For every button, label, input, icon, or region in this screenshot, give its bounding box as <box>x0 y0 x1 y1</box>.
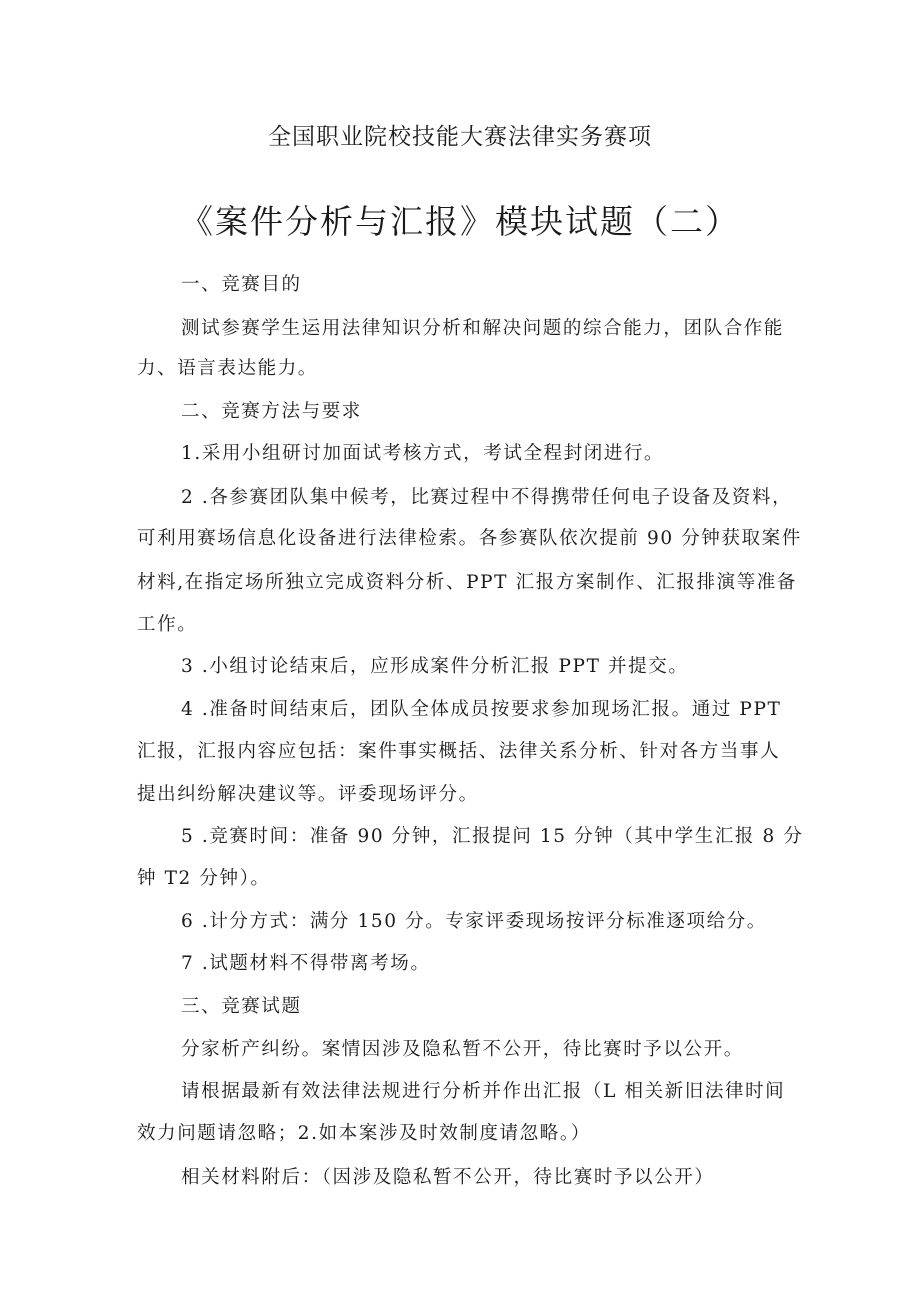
section-heading-method: 二、竞赛方法与要求 <box>181 401 362 422</box>
list-item-7: 7 .试题材料不得带离考场。 <box>181 953 431 974</box>
paragraph-line: 测试参赛学生运用法律知识分析和解决问题的综合能力，团队合作能 <box>181 318 785 339</box>
list-item-6: 6 .计分方式：满分 150 分。专家评委现场按评分标准逐项给分。 <box>181 911 767 932</box>
list-item-5: 5 .竞赛时间：准备 90 分钟，汇报提问 15 分钟（其中学生汇报 8 分 <box>181 826 804 847</box>
document-subtitle: 《案件分析与汇报》模块试题（二） <box>180 202 740 241</box>
paragraph-line: 效力问题请忽略；2.如本案涉及时效制度请忽略。） <box>137 1123 591 1144</box>
paragraph-line: 相关材料附后：（因涉及隐私暂不公开，待比赛时予以公开） <box>181 1167 715 1188</box>
paragraph-line: 钟 T2 分钟）。 <box>137 868 271 889</box>
paragraph-line: 提出纠纷解决建议等。评委现场评分。 <box>137 784 479 805</box>
paragraph-line: 力、语言表达能力。 <box>137 358 318 379</box>
section-heading-questions: 三、竞赛试题 <box>181 996 302 1017</box>
list-item-4: 4 .准备时间结束后，团队全体成员按要求参加现场汇报。通过 PPT <box>181 699 782 720</box>
list-item-3: 3 .小组讨论结束后，应形成案件分析汇报 PPT 并提交。 <box>181 656 689 677</box>
list-item-2: 2 .各参赛团队集中候考，比赛过程中不得携带任何电子设备及资料， <box>181 487 793 508</box>
paragraph-line: 可利用赛场信息化设备进行法律检索。各参赛队依次提前 90 分钟获取案件 <box>137 528 802 549</box>
paragraph-line: 汇报，汇报内容应包括：案件事实概括、法律关系分析、针对各方当事人 <box>137 741 781 762</box>
document-title: 全国职业院校技能大赛法律实务赛项 <box>268 124 652 150</box>
paragraph-line: 材料,在指定场所独立完成资料分析、PPT 汇报方案制作、汇报排演等准备 <box>137 572 797 593</box>
paragraph-line: 分家析产纠纷。案情因涉及隐私暂不公开，待比赛时予以公开。 <box>181 1039 744 1060</box>
paragraph-line: 工作。 <box>137 614 198 635</box>
list-item-1: 1.采用小组研讨加面试考核方式，考试全程封闭进行。 <box>181 443 665 464</box>
section-heading-purpose: 一、竞赛目的 <box>181 274 302 295</box>
paragraph-line: 请根据最新有效法律法规进行分析并作出汇报（L 相关新旧法律时间 <box>181 1081 786 1102</box>
